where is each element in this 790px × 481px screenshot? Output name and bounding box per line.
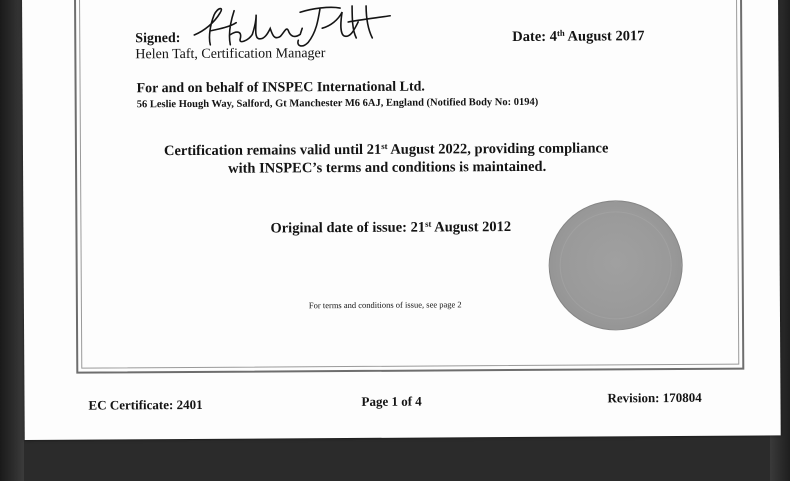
signatory-name: Helen Taft, Certification Manager — [135, 46, 326, 63]
issuer-address: 56 Leslie Hough Way, Salford, Gt Manchester M6 6AJ, England (Notified Body No: 0194) — [136, 96, 539, 111]
validity-statement-line-2: with INSPEC’s terms and conditions is maintained. — [228, 158, 547, 177]
certificate-page — [22, 0, 781, 440]
footer-page-number: Page 1 of 4 — [361, 393, 422, 409]
background-left-edge — [0, 0, 24, 481]
footer-revision: Revision: 170804 — [607, 389, 702, 406]
signed-label: Signed: — [135, 31, 181, 47]
certification-seal — [548, 200, 683, 331]
original-issue-date: Original date of issue: 21st August 2012 — [270, 218, 512, 237]
footer-certificate-number: EC Certificate: 2401 — [88, 396, 203, 413]
issuer-line: For and on behalf of INSPEC International Ltd. — [136, 79, 425, 97]
handwritten-signature — [190, 0, 400, 51]
certificate-date: Date: 4th August 2017 — [512, 27, 645, 46]
terms-note: For terms and conditions of issue, see page 2 — [308, 299, 462, 311]
validity-statement-line-1: Certification remains valid until 21st August 2022, providing compliance — [163, 140, 609, 160]
